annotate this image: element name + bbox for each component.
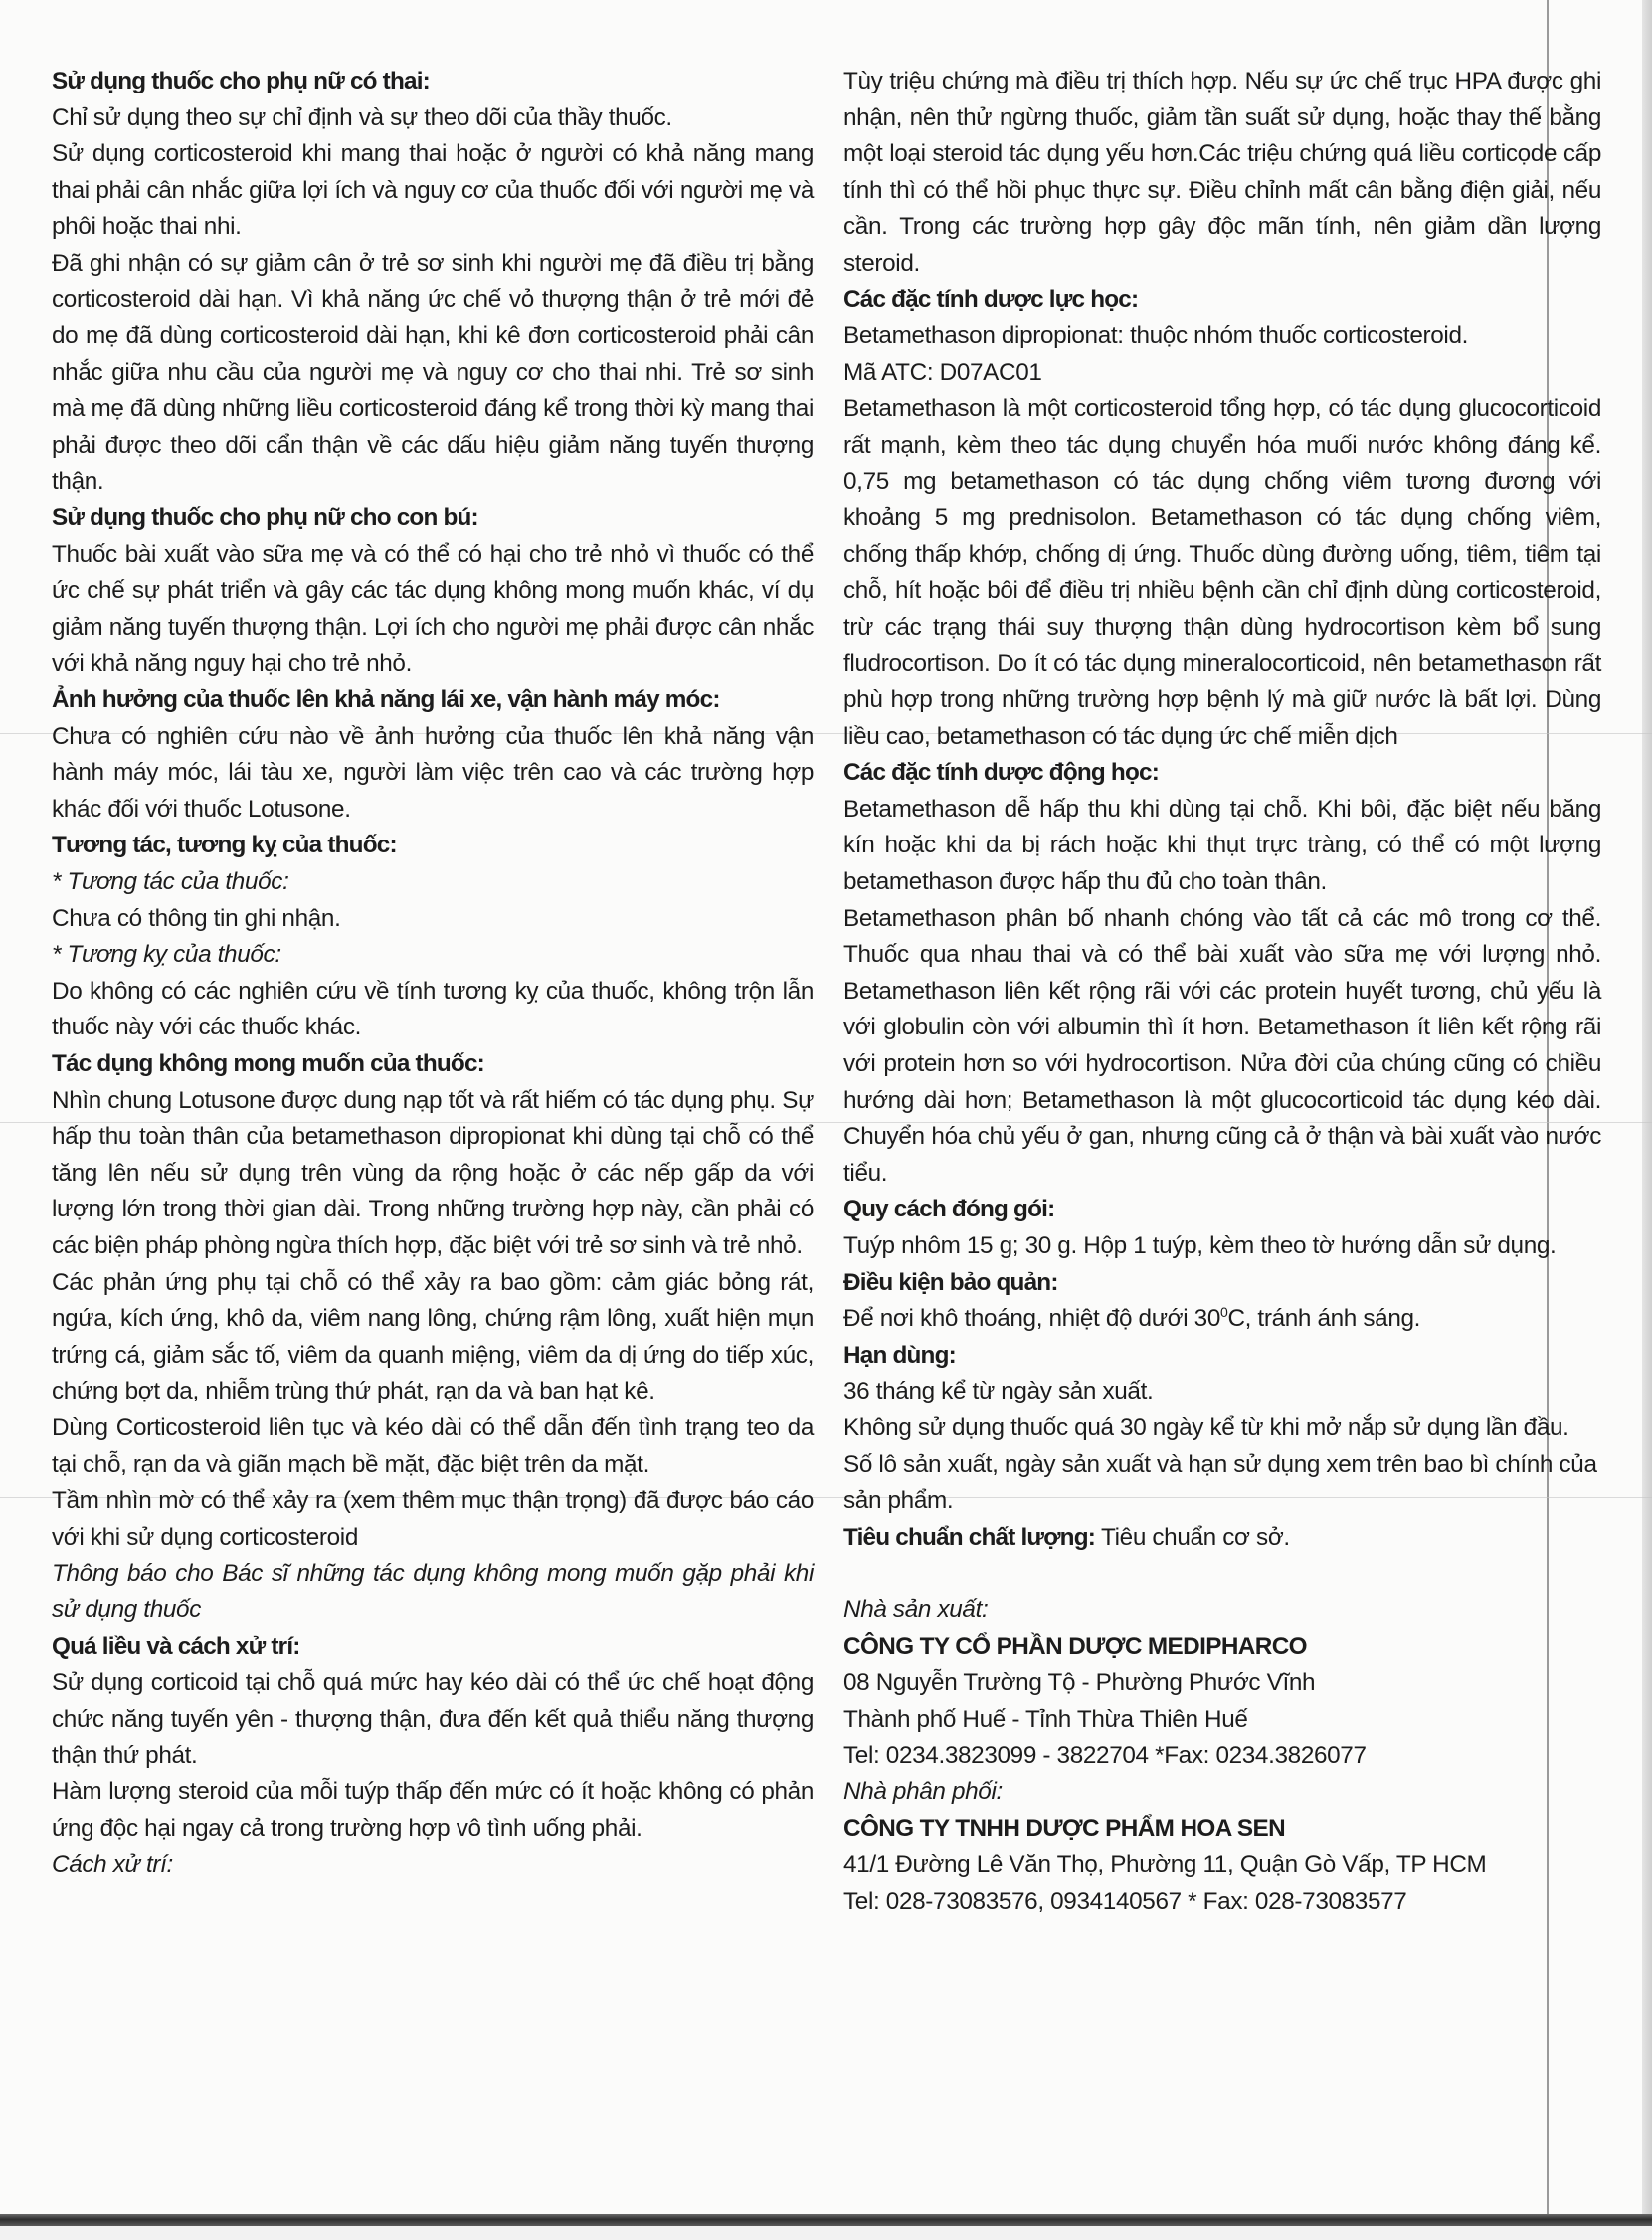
section-pharmacokinetics [843, 755, 1601, 1192]
paragraph: Tầm nhìn mờ có thể xảy ra (xem thêm mục thận trọng) đã được báo cáo với khi sử dụng corticosteroid [52, 1487, 814, 1551]
paragraph: Betamethason dipropionat: thuộc nhóm thuốc corticosteroid. [843, 322, 1469, 350]
manufacturer-label: Nhà sản xuất: [843, 1595, 989, 1623]
paragraph: Tùy triệu chứng mà điều trị thích hợp. Nếu sự ức chế trục HPA được ghi nhận, nên thử ngừng thuốc, giảm tần suất sử dụng, hoặc thay thế bằng một loại steroid tác dụng yếu hơn.Các triệu chứng quá liều corticọde cấp tính thì có thể hồi phục thực sự. Điều chỉnh mất cân bằng điện giải, nếu cần. Trong các trường hợp gây độc mãn tính, nên giảm dần lượng steroid. [843, 68, 1601, 277]
paragraph: Không sử dụng thuốc quá 30 ngày kể từ khi mở nắp sử dụng lần đầu. [843, 1413, 1569, 1441]
section-storage [843, 1265, 1601, 1338]
section-packaging [843, 1192, 1601, 1264]
section-driving [52, 682, 814, 828]
paragraph: Betamethason là một corticosteroid tổng hợp, có tác dụng glucocorticoid rất mạnh, kèm theo tác dụng chuyển hóa muối nước không đáng kể. 0,75 mg betamethason có tác dụng chống viêm tương đương với khoảng 5 mg prednisolon. Betamethason có tác dụng chống viêm, chống thấp khớp, chống dị ứng. Thuốc dùng đường uống, tiêm, tiêm tại chỗ, hít hoặc bôi để điều trị nhiều bệnh cần chỉ định dùng corticosteroid, trừ các trạng thái suy thượng thận dùng hydrocortison kèm bổ sung fludrocortison. Do ít có tác dụng mineralocorticoid, nên betamethason rất phù hợp trong những trường hợp bệnh lý mà giữ nước là bất lợi. Dùng liều cao, betamethason có tác dụng ức chế miễn dịch [843, 395, 1601, 750]
paragraph: Do không có các nghiên cứu về tính tương kỵ của thuốc, không trộn lẫn thuốc này với các thuốc khác. [52, 977, 814, 1041]
section-interactions [52, 828, 814, 1046]
section-heading: Sử dụng thuốc cho phụ nữ có thai: [52, 68, 430, 94]
paragraph: Tuýp nhôm 15 g; 30 g. Hộp 1 tuýp, kèm theo tờ hướng dẫn sử dụng. [843, 1232, 1557, 1259]
page-bottom-edge [0, 2214, 1652, 2226]
quality-standard [843, 1520, 1601, 1557]
section-heading: Ảnh hưởng của thuốc lên khả năng lái xe, vận hành máy móc: [52, 686, 720, 714]
manufacturer-name: CÔNG TY CỔ PHẦN DƯỢC MEDIPHARCO [843, 1632, 1307, 1660]
storage-text [843, 1301, 1601, 1338]
subheading: * Tương kỵ của thuốc: [52, 941, 281, 969]
paragraph: Hàm lượng steroid của mỗi tuýp thấp đến mức có ít hoặc không có phản ứng độc hại ngay cả trong trường hợp vô tình uống phải. [52, 1777, 814, 1842]
section-heading: Các đặc tính dược lực học: [843, 285, 1139, 313]
paragraph: Betamethason dễ hấp thu khi dùng tại chỗ. Khi bôi, đặc biệt nếu băng kín hoặc khi da bị rách hoặc khi thụt trực tràng, có thể có một lượng betamethason được hấp thu đủ cho toàn thân. [843, 795, 1601, 896]
manufacturer-address: Thành phố Huế - Tỉnh Thừa Thiên Huế [843, 1705, 1248, 1733]
section-heading: Quy cách đóng gói: [843, 1196, 1055, 1223]
paragraph: Betamethason phân bố nhanh chóng vào tất cả các mô trong cơ thể. Thuốc qua nhau thai và có thể bài xuất vào sữa mẹ với lượng nhỏ. Betamethason liên kết rộng rãi với các protein huyết tương, chủ yếu là với globulin còn với albumin thì ít hơn. Betamethason ít liên kết rộng rãi với protein hơn so với hydrocortison. Nửa đời của chúng cũng có chiều hướng dài hơn; Betamethason là một glucocorticoid tác dụng kéo dài. Chuyển hóa chủ yếu ở gan, nhưng cũng cả ở thận và bài xuất vào nước tiểu. [843, 904, 1601, 1187]
section-heading: Điều kiện bảo quản: [843, 1268, 1058, 1296]
paragraph: Sử dụng corticosteroid khi mang thai hoặc ở người có khả năng mang thai phải cân nhắc giữa lợi ích và nguy cơ của thuốc đối với người mẹ và phôi hoặc thai nhi. [52, 140, 814, 241]
storage-text-before: Để nơi khô thoáng, nhiệt độ dưới 30 [843, 1305, 1220, 1333]
paragraph: Chưa có thông tin ghi nhận. [52, 904, 341, 932]
manufacturer-address: 08 Nguyễn Trường Tộ - Phường Phước Vĩnh [843, 1669, 1316, 1697]
section-breastfeeding [52, 500, 814, 682]
manufacturer-contact: Tel: 0234.3823099 - 3822704 *Fax: 0234.3826077 [843, 1742, 1367, 1770]
distributor-contact: Tel: 028-73083576, 0934140567 * Fax: 028-73083577 [843, 1887, 1407, 1915]
storage-text-after: C, tránh ánh sáng. [1227, 1305, 1421, 1333]
paragraph: 36 tháng kể từ ngày sản xuất. [843, 1378, 1154, 1405]
section-heading: Tương tác, tương kỵ của thuốc: [52, 832, 397, 859]
section-heading: Các đặc tính dược động học: [843, 759, 1159, 787]
atc-code: Mã ATC: D07AC01 [843, 358, 1042, 386]
section-heading: Hạn dùng: [843, 1341, 956, 1369]
section-overdose [52, 1629, 814, 1884]
paragraph: Dùng Corticosteroid liên tục và kéo dài có thể dẫn đến tình trạng teo da tại chỗ, rạn da và giãn mạch bề mặt, đặc biệt trên da mặt. [52, 1413, 814, 1478]
distributor-address: 41/1 Đường Lê Văn Thọ, Phường 11, Quận Gò Vấp, TP HCM [843, 1851, 1487, 1879]
paragraph: Sử dụng corticoid tại chỗ quá mức hay kéo dài có thể ức chế hoạt động chức năng tuyến yên - thượng thận, đưa đến kết quả thiểu năng thượng thận thứ phát. [52, 1669, 814, 1770]
page-edge-shadow [1642, 0, 1652, 2228]
section-pharmacodynamics [843, 282, 1601, 756]
left-column [52, 64, 814, 1884]
quality-value: Tiêu chuẩn cơ sở. [1095, 1523, 1290, 1551]
section-side-effects [52, 1046, 814, 1629]
degree-symbol: 0 [1220, 1304, 1228, 1321]
paragraph: Đã ghi nhận có sự giảm cân ở trẻ sơ sinh khi người mẹ đã điều trị bằng corticosteroid dài hạn. Vì khả năng ức chế vỏ thượng thận ở trẻ mới đẻ do mẹ đã dùng corticosteroid dài hạn, khi kê đơn corticosteroid phải cân nhắc giữa nhu cầu của người mẹ và nguy cơ cho thai nhi. Trẻ sơ sinh mà mẹ đã dùng những liều corticosteroid đáng kể trong thời kỳ mang thai phải được theo dõi cẩn thận về các dấu hiệu giảm năng tuyến thượng thận. [52, 249, 814, 495]
section-manufacturer [843, 1592, 1601, 1774]
section-pregnancy [52, 64, 814, 500]
paragraph: Số lô sản xuất, ngày sản xuất và hạn sử dụng xem trên bao bì chính của sản phẩm. [843, 1450, 1597, 1515]
section-heading: Tác dụng không mong muốn của thuốc: [52, 1050, 484, 1078]
background-below-page [0, 2226, 1652, 2240]
notice-text: Thông báo cho Bác sĩ những tác dụng không mong muốn gặp phải khi sử dụng thuốc [52, 1560, 814, 1623]
paragraph: Chỉ sử dụng theo sự chỉ định và sự theo dõi của thầy thuốc. [52, 103, 672, 131]
spacer [843, 1556, 1601, 1592]
section-heading: Quá liều và cách xử trí: [52, 1632, 300, 1660]
subheading: * Tương tác của thuốc: [52, 868, 289, 896]
distributor-name: CÔNG TY TNHH DƯỢC PHẨM HOA SEN [843, 1814, 1286, 1842]
section-heading: Sử dụng thuốc cho phụ nữ cho con bú: [52, 504, 478, 532]
subheading: Cách xử trí: [52, 1851, 173, 1879]
quality-label: Tiêu chuẩn chất lượng: [843, 1523, 1096, 1551]
section-shelf-life [843, 1338, 1601, 1520]
distributor-label: Nhà phân phối: [843, 1777, 1003, 1805]
paragraph: Chưa có nghiên cứu nào về ảnh hưởng của thuốc lên khả năng vận hành máy móc, lái tàu xe, người làm việc trên cao và các trường hợp khác đối với thuốc Lotusone. [52, 722, 814, 823]
section-distributor [843, 1774, 1601, 1920]
paragraph: Thuốc bài xuất vào sữa mẹ và có thể có hại cho trẻ nhỏ vì thuốc có thể ức chế sự phát triển và gây các tác dụng không mong muốn khác, ví dụ giảm năng tuyến thượng thận. Lợi ích cho người mẹ phải được cân nhắc với khả năng nguy hại cho trẻ nhỏ. [52, 540, 814, 677]
paragraph: Nhìn chung Lotusone được dung nạp tốt và rất hiếm có tác dụng phụ. Sự hấp thu toàn thân của betamethason dipropionat khi dùng tại chỗ có thể tăng lên nếu sử dụng trên vùng da rộng hoặc ở các nếp gấp da với lượng lớn trong thời gian dài. Trong những trường hợp này, cần phải có các biện pháp phòng ngừa thích hợp, đặc biệt với trẻ sơ sinh và trẻ nhỏ. [52, 1086, 814, 1259]
right-column [843, 64, 1601, 1920]
paragraph: Các phản ứng phụ tại chỗ có thể xảy ra bao gồm: cảm giác bỏng rát, ngứa, kích ứng, khô da, viêm nang lông, chứng rậm lông, xuất hiện mụn trứng cá, giảm sắc tố, viêm da quanh miệng, viêm da dị ứng do tiếp xúc, chứng bợt da, nhiễm trùng thứ phát, rạn da và ban hạt kê. [52, 1268, 814, 1405]
